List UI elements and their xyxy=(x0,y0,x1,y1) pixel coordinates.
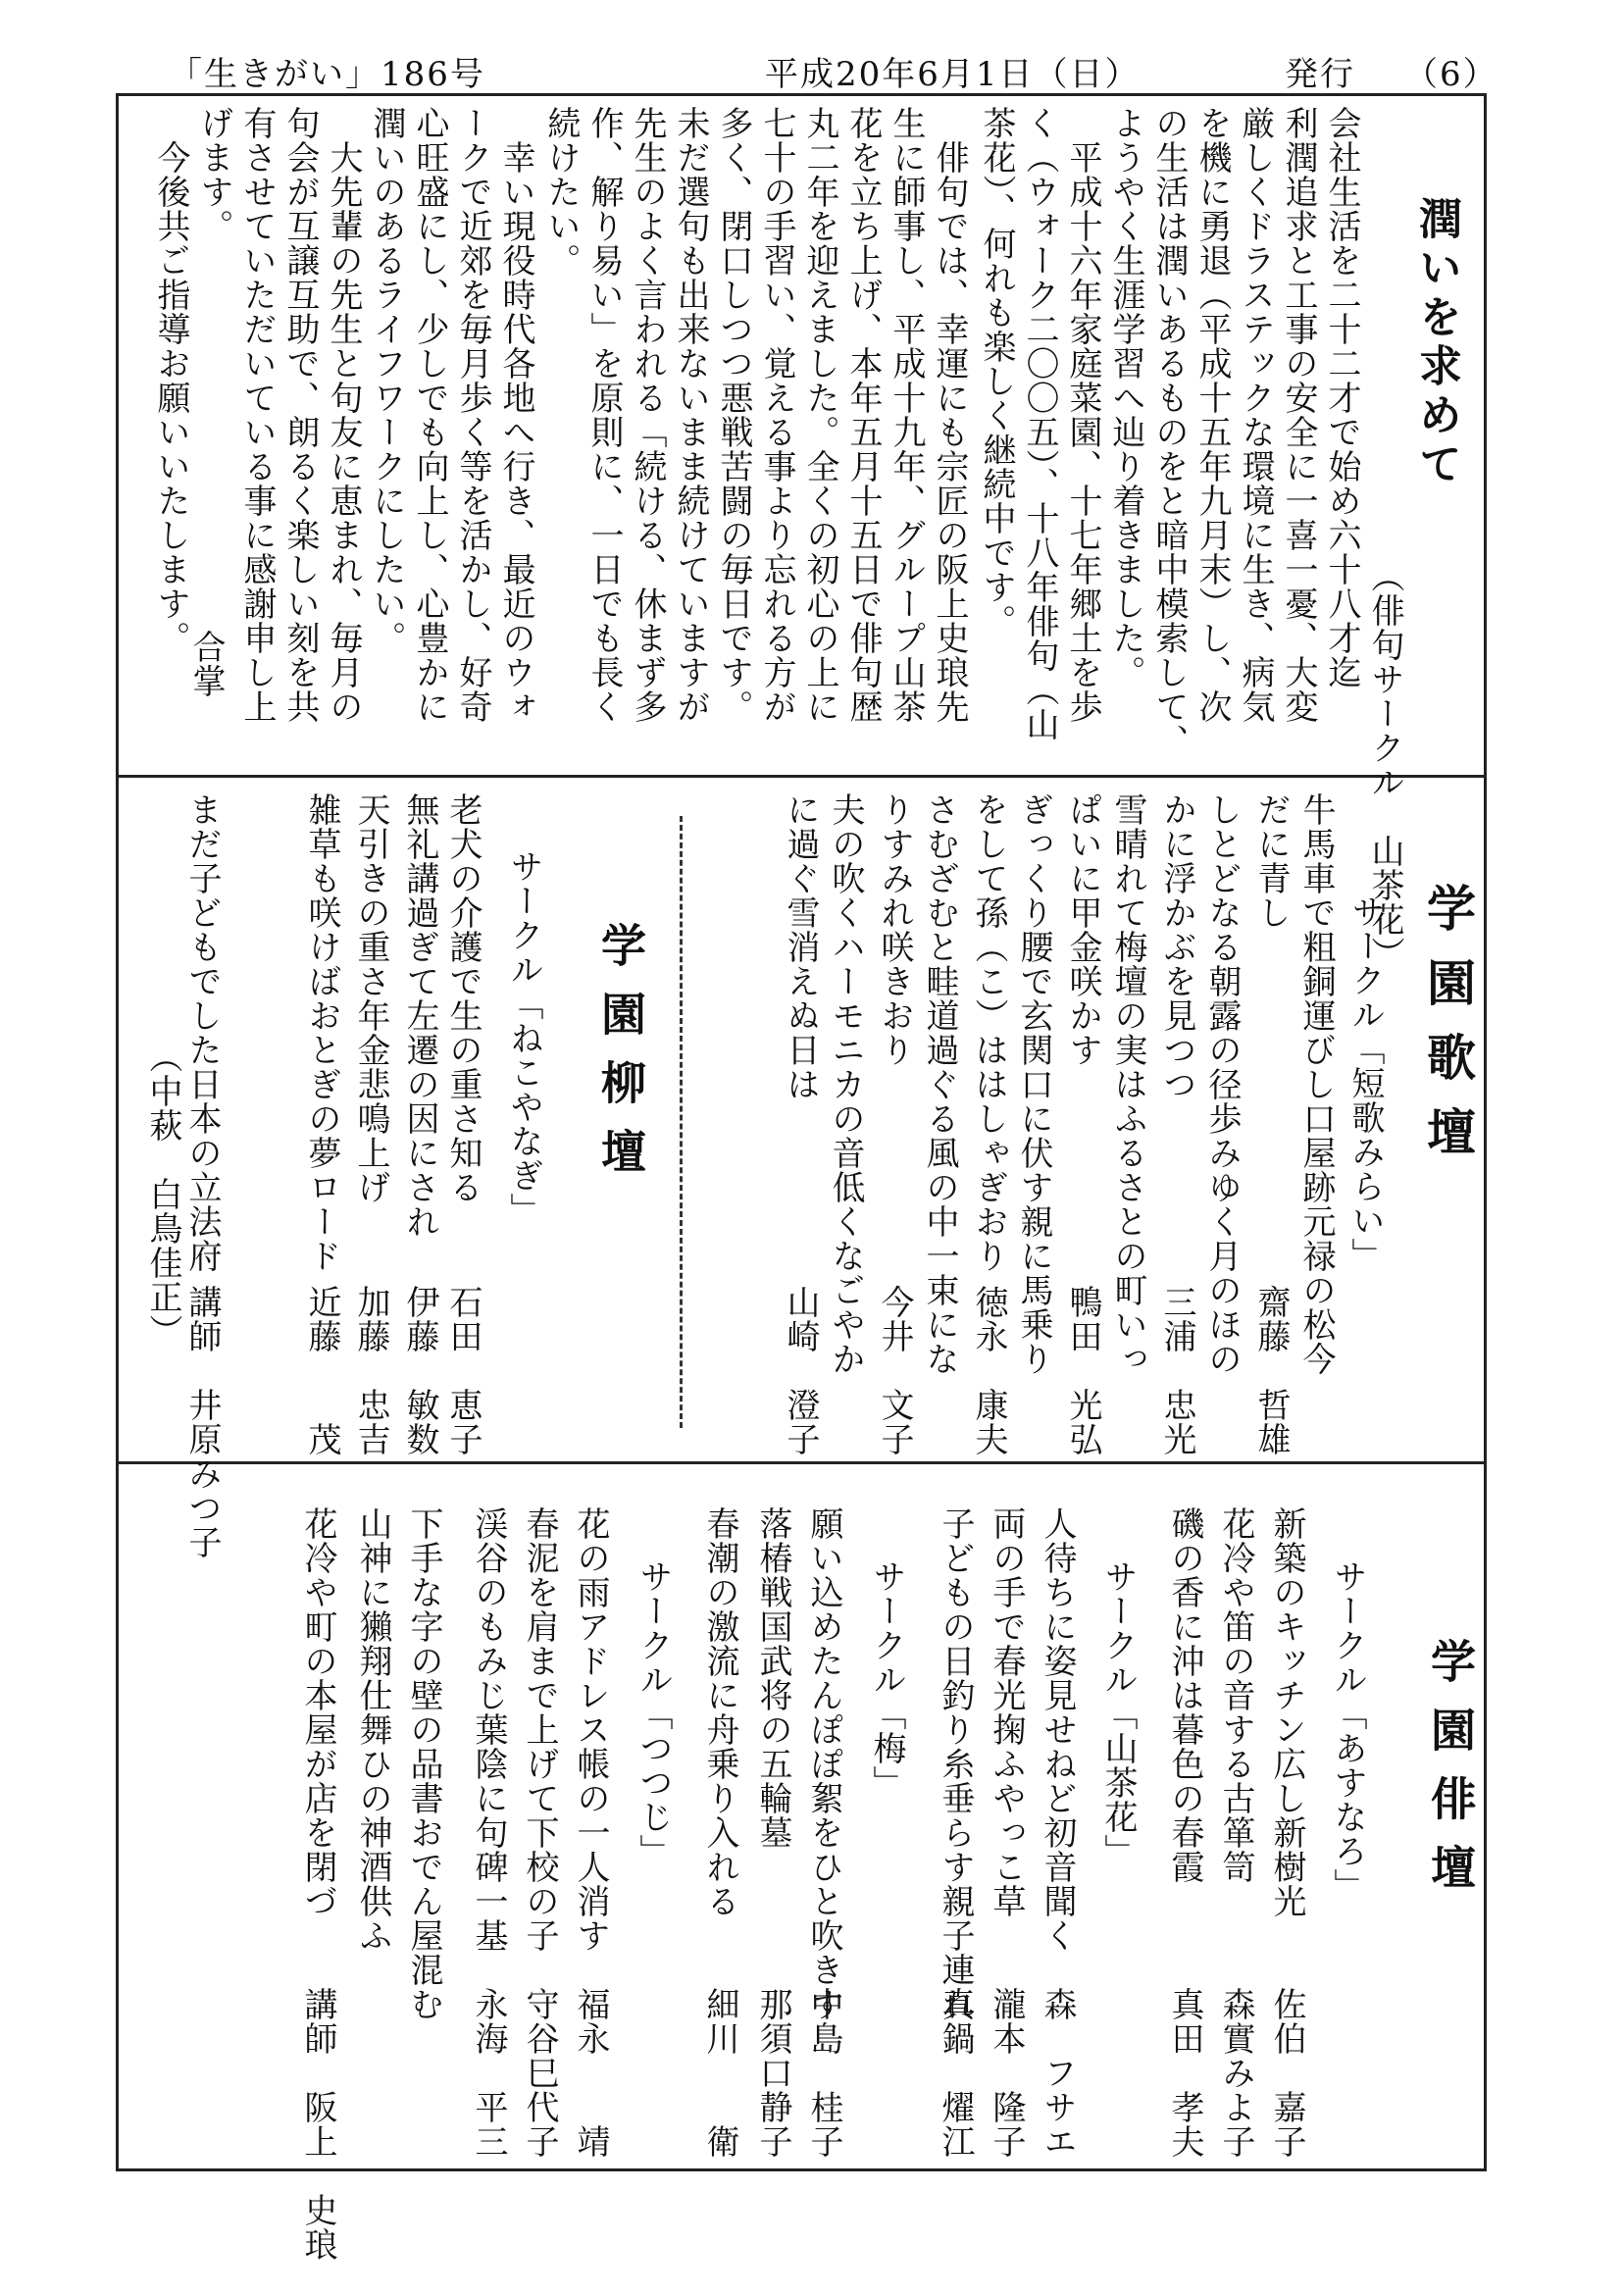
essay-line: 多く、閉口しつつ悪戦苦闘の毎日です。 xyxy=(714,106,753,724)
haiku-circle: サークル「梅」 xyxy=(867,1559,906,1800)
haiku-poem: 新築のキッチン広し新樹光 xyxy=(1267,1506,1306,1918)
essay-title: 潤いを求めて xyxy=(1411,196,1461,490)
tanka-circle: サークル「短歌みらい」 xyxy=(1345,894,1385,1272)
senryu-poem: 雑草も咲けばおとぎの夢ロード xyxy=(302,792,341,1273)
section-divider-2 xyxy=(119,1461,1484,1464)
essay-line: 作、解り易い」を原則に、一日でも長く xyxy=(584,106,624,724)
essay-author: （中萩 白鳥佳正） xyxy=(143,1040,182,1349)
haiku-author: 森實みよ子 xyxy=(1216,1987,1255,2159)
essay-line: 句会が互譲互助で、朗るく楽しい刻を共 xyxy=(280,106,320,724)
tanka-poem-line: さむざむと畦道過ぐる風の中一束にな xyxy=(920,792,959,1376)
tanka-author: 今井 文子 xyxy=(875,1285,914,1456)
essay-line: 会社生活を二十二才で始め六十八才迄 xyxy=(1322,106,1361,689)
essay-line: く（ウォーク二〇〇五）、十八年俳句（山 xyxy=(1020,106,1059,741)
tanka-poem-line: に過ぐ雪消えぬ日は xyxy=(781,792,820,1101)
tanka-poem-line: りすみれ咲きおり xyxy=(875,792,914,1067)
essay-line: ようやく生涯学習へ辿り着きました。 xyxy=(1106,106,1145,689)
haiku-author: 森 フサエ xyxy=(1038,1987,1077,2159)
tanka-poem-line: をして孫（こ）ははしゃぎおり xyxy=(969,792,1008,1273)
haiku-circle: サークル「あすなろ」 xyxy=(1328,1559,1367,1903)
essay-line: 心旺盛にし、少しでも向上し、心豊かに xyxy=(410,106,449,724)
tanka-author: 徳永 康夫 xyxy=(969,1285,1008,1456)
essay-line: 茶花）、何れも楽しく継続中です。 xyxy=(977,106,1016,638)
haiku-author: 那須口静子 xyxy=(753,1987,792,2159)
tanka-author: 鴨田 光弘 xyxy=(1063,1285,1102,1456)
essay-line: 未だ選句も出来ないまま続けていますが xyxy=(671,106,710,724)
tanka-poem-line: 夫の吹くハーモニカの音低くなごやか xyxy=(826,792,865,1376)
haiku-poem: 落椿戦国武将の五輪墓 xyxy=(753,1506,792,1850)
haiku-poem: 春泥を肩まで上げて下校の子 xyxy=(520,1506,559,1953)
haiku-poem: 山神に獺翔仕舞ひの神酒供ふ xyxy=(353,1506,392,1953)
haiku-poem: 下手な字の壁の品書おでん屋混む xyxy=(404,1506,443,2021)
essay-closing: 合掌 xyxy=(186,630,226,698)
haiku-poem: 人待ちに姿見せねど初音聞く xyxy=(1038,1506,1077,1953)
essay-byline: （俳句サークル 山茶花） xyxy=(1365,559,1404,971)
tanka-author: 山崎 澄子 xyxy=(781,1285,820,1456)
haiku-author: 瀧本 隆子 xyxy=(987,1987,1026,2159)
haiku-poem: 両の手で春光掬ふやっこ草 xyxy=(987,1506,1026,1918)
tanka-poem-line: 牛馬車で粗銅運びし口屋跡元禄の松今 xyxy=(1296,792,1336,1376)
haiku-title: 学園俳壇 xyxy=(1424,1638,1477,1912)
issued-label: 発行 xyxy=(1285,55,1355,94)
senryu-author: 石田 恵子 xyxy=(443,1285,482,1456)
haiku-poem: 子どもの日釣り糸垂らす親子連れ xyxy=(936,1506,975,2021)
essay-line: 幸い現役時代各地へ行き、最近のウォ xyxy=(496,106,535,724)
senryu-poem: 老犬の介護で生の重さ知る xyxy=(443,792,482,1204)
haiku-author: 細川 衛 xyxy=(700,1987,739,2159)
essay-line: 利潤追求と工事の安全に一喜一憂、大変 xyxy=(1279,106,1318,724)
essay-line: ークで近郊を毎月歩く等を活かし、好奇 xyxy=(453,106,492,724)
essay-line: 有させていただいている事に感謝申し上 xyxy=(237,106,277,724)
senryu-author: 近藤 茂 xyxy=(302,1285,341,1456)
essay-line: 厳しくドラステックな環境に生き、病気 xyxy=(1236,106,1275,724)
haiku-author: 守谷巳代子 xyxy=(520,1987,559,2159)
haiku-poem: 磯の香に沖は暮色の春霞 xyxy=(1165,1506,1204,1884)
essay-line: を機に勇退（平成十五年九月末）し、次 xyxy=(1193,106,1232,724)
tanka-poem-line: だに青し xyxy=(1251,792,1291,930)
haiku-circle: サークル「山茶花」 xyxy=(1098,1559,1138,1868)
haiku-author: 永海 平三 xyxy=(469,1987,508,2159)
essay-line: 先生のよく言われる「続ける、休まず多 xyxy=(628,106,667,724)
haiku-author: 佐伯 嘉子 xyxy=(1267,1987,1306,2159)
haiku-poem: 花冷や町の本屋が店を閉づ xyxy=(298,1506,337,1918)
issue-date: 平成20年6月1日（日） xyxy=(765,55,1141,94)
dashed-divider xyxy=(680,816,683,1428)
essay-line: 生に師事し、平成十九年、グループ山茶 xyxy=(887,106,926,724)
haiku-circle: サークル「つつじ」 xyxy=(634,1559,673,1868)
essay-line: 丸二年を迎えました。全くの初心の上に xyxy=(800,106,839,724)
tanka-poem-line: ぱいに甲金咲かす xyxy=(1063,792,1102,1067)
essay-line: 平成十六年家庭菜園、十七年郷土を歩 xyxy=(1063,106,1102,724)
senryu-author: 伊藤 敏数 xyxy=(400,1285,439,1456)
tanka-poem-line: 雪晴れて梅壇の実はふるさとの町いっ xyxy=(1108,792,1147,1376)
essay-line: 潤いのあるライフワークにしたい。 xyxy=(367,106,406,655)
tanka-poem-line: ぎっくり腰で玄関口に伏す親に馬乗り xyxy=(1014,792,1053,1376)
senryu-poem: 天引きの重さ年金悲鳴上げ xyxy=(351,792,390,1204)
page-number: （6） xyxy=(1404,55,1498,94)
essay-line: の生活は潤いあるものをと暗中模索して、 xyxy=(1149,106,1189,758)
essay-line: 花を立ち上げ、本年五月十五日で俳句歴 xyxy=(843,106,883,724)
essay-line: 七十の手習い、覚える事より忘れる方が xyxy=(757,106,796,724)
haiku-poem: 願い込めたんぽぽ絮をひと吹きす xyxy=(804,1506,843,2021)
tanka-poem-line: かに浮かぶを見つつ xyxy=(1157,792,1196,1101)
tanka-title: 学園歌壇 xyxy=(1419,883,1477,1181)
haiku-author: 講師 阪上 史琅 xyxy=(298,1987,337,2262)
haiku-author: 中島 桂子 xyxy=(804,1987,843,2159)
haiku-poem: 春潮の激流に舟乗り入れる xyxy=(700,1506,739,1918)
senryu-title: 学園柳壇 xyxy=(594,922,647,1197)
haiku-poem: 花冷や笛の音する古箪笥 xyxy=(1216,1506,1255,1884)
senryu-circle: サークル「ねこやなぎ」 xyxy=(504,849,543,1227)
section-divider-1 xyxy=(119,775,1484,778)
haiku-author: 真鍋 燿江 xyxy=(936,1987,975,2159)
haiku-poem: 渓谷のもみじ葉陰に句碑一基 xyxy=(469,1506,508,1953)
senryu-author: 講師 井原みつ子 xyxy=(182,1285,222,1559)
senryu-poem: 無礼講過ぎて左遷の因にされ xyxy=(400,792,439,1239)
essay-line: 続けたい。 xyxy=(541,106,581,278)
essay-line: 俳句では、幸運にも宗匠の阪上史琅先 xyxy=(930,106,969,724)
haiku-author: 福永 靖 xyxy=(571,1987,610,2159)
tanka-author: 齋藤 哲雄 xyxy=(1251,1285,1291,1456)
essay-line: げます。 xyxy=(194,106,233,243)
essay-line: 今後共ご指導お願いいたします。 xyxy=(151,106,190,655)
publication-title: 「生きがい」186号 xyxy=(169,55,485,94)
haiku-poem: 花の雨アドレス帳の一人消す xyxy=(571,1506,610,1953)
tanka-author: 三浦 忠光 xyxy=(1157,1285,1196,1456)
essay-line: 大先輩の先生と句友に恵まれ、毎月の xyxy=(324,106,363,724)
senryu-poem: まだ子どもでした日本の立法府 xyxy=(182,792,222,1273)
senryu-author: 加藤 忠吉 xyxy=(351,1285,390,1456)
haiku-author: 真田 孝夫 xyxy=(1165,1987,1204,2159)
tanka-poem-line: しとどなる朝露の径歩みゆく月のほの xyxy=(1202,792,1242,1376)
